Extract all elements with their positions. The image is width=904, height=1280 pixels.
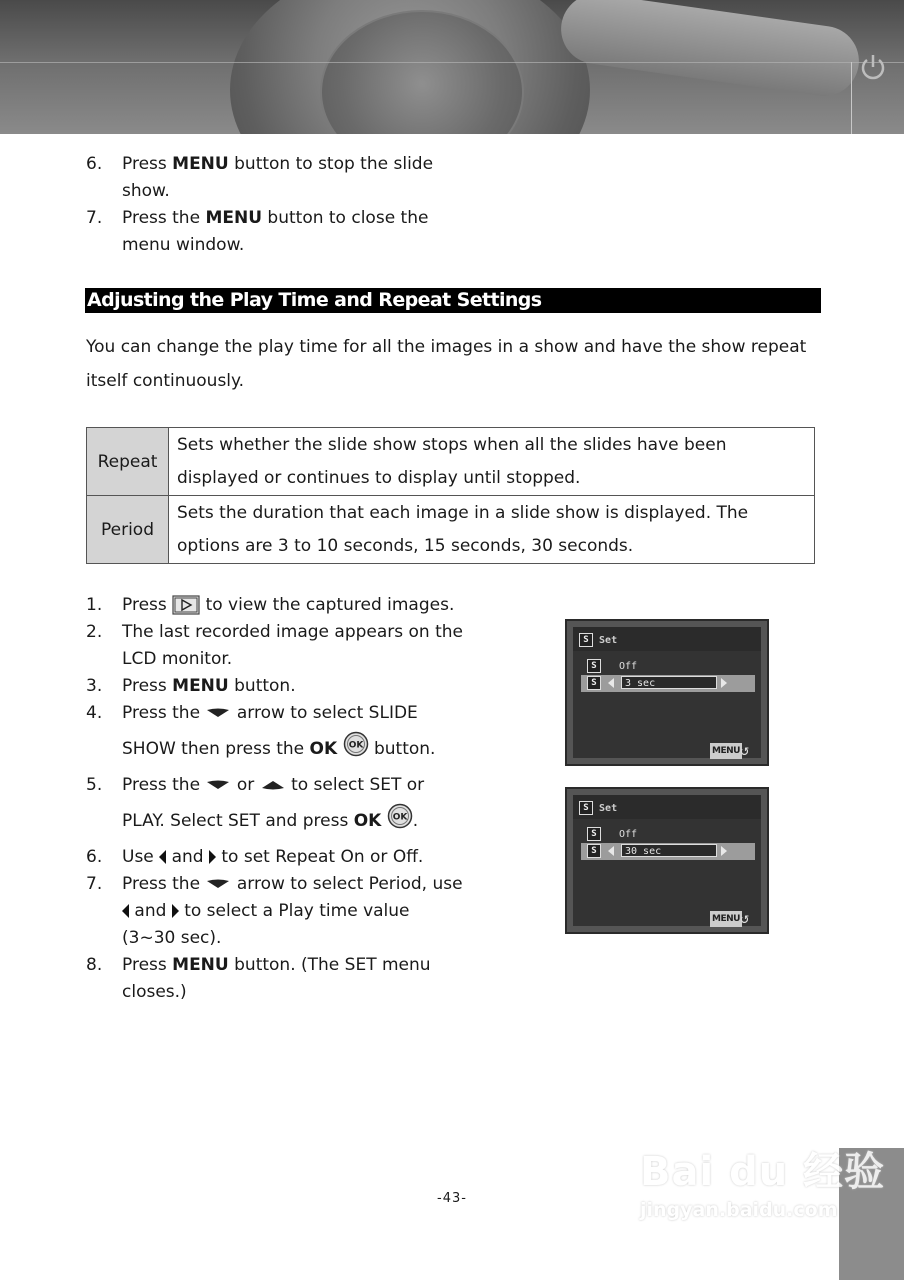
table-row <box>87 428 815 496</box>
menu-button-icon: MENU <box>710 743 742 759</box>
list-item: 7. Press the arrow to select Period, use and to select a Play time value (3~30 sec). <box>86 874 463 948</box>
lcd-panel <box>573 819 761 926</box>
list-item: 5. Press the or to select SET or PLAY. Select SET and press OK OK . <box>86 772 556 844</box>
stop-show-steps <box>86 151 486 259</box>
setting-description: Sets the duration that each image in a slide show is displayed. The options are 3 to 10 seconds, 15 seconds, 30 seconds. <box>169 496 815 564</box>
menu-button-icon: MENU <box>710 911 742 927</box>
left-arrow-icon <box>122 904 129 918</box>
repeat-value: Off <box>619 829 638 840</box>
repeat-icon: S <box>587 659 601 673</box>
lcd-screen <box>565 787 769 934</box>
lcd-inner <box>573 627 761 758</box>
watermark-url: jingyan.baidu.com <box>640 1199 838 1221</box>
lcd-inner <box>573 795 761 926</box>
down-arrow-icon <box>205 878 231 890</box>
left-arrow-icon <box>608 678 614 688</box>
procedure-steps <box>86 592 556 1006</box>
lcd-screen <box>565 619 769 766</box>
back-icon: ↺ <box>740 909 750 927</box>
power-icon <box>858 52 888 82</box>
repeat-icon: S <box>587 827 601 841</box>
step-line: PLAY. Select SET and press OK OK . <box>122 799 556 844</box>
repeat-row <box>581 826 755 843</box>
left-arrow-icon <box>159 850 166 864</box>
play-mode-icon <box>172 595 200 615</box>
settings-table <box>86 427 815 564</box>
banner-divider <box>851 62 852 134</box>
period-icon: S <box>587 844 601 858</box>
left-arrow-icon <box>608 846 614 856</box>
down-arrow-icon <box>205 779 231 791</box>
ok-button-icon <box>343 731 369 757</box>
table-row <box>87 496 815 564</box>
period-value: 30 sec <box>621 844 717 857</box>
list-item: 7. Press the MENU button to close the menu window. <box>86 208 429 255</box>
list-item: 6. Use and to set Repeat On or Off. <box>86 847 424 867</box>
set-icon: S <box>579 801 593 815</box>
repeat-value: Off <box>619 661 638 672</box>
step-line: SHOW then press the OK OK button. <box>122 727 556 772</box>
repeat-row <box>581 658 755 675</box>
setting-description: Sets whether the slide show stops when all the slides have been displayed or continues to display until stopped. <box>169 428 815 496</box>
header-banner <box>0 0 904 134</box>
list-item: 8. Press MENU button. (The SET menu closes.) <box>86 955 431 1002</box>
intro-paragraph: You can change the play time for all the images in a show and have the show repeat itself continuously. <box>86 337 807 391</box>
back-icon: ↺ <box>740 741 750 759</box>
period-icon: S <box>587 676 601 690</box>
ok-button-icon <box>387 803 413 829</box>
lcd-panel <box>573 651 761 758</box>
right-arrow-icon <box>209 850 216 864</box>
lcd-title: S Set <box>579 633 617 647</box>
list-item: 3. Press MENU button. <box>86 676 296 696</box>
setting-name: Period <box>87 496 169 564</box>
right-arrow-icon <box>721 846 727 856</box>
down-arrow-icon <box>205 707 231 719</box>
watermark-main: Bai du 经验 <box>640 1149 886 1195</box>
period-value: 3 sec <box>621 676 717 689</box>
watermark <box>640 1140 885 1221</box>
ok-icon-label: OK <box>392 812 408 823</box>
set-icon: S <box>579 633 593 647</box>
right-arrow-icon <box>172 904 179 918</box>
list-item: 4. Press the arrow to select SLIDE SHOW then press the OK OK button. <box>86 700 556 772</box>
section-title: Adjusting the Play Time and Repeat Settings <box>85 288 821 313</box>
ok-icon-label: OK <box>348 740 363 751</box>
period-row <box>581 675 755 692</box>
camera-grip-graphic <box>557 0 864 101</box>
period-row <box>581 843 755 860</box>
up-arrow-icon <box>260 779 286 791</box>
list-item: 1. Press to view the captured images. <box>86 595 455 615</box>
list-item: 2. The last recorded image appears on the LCD monitor. <box>86 622 464 669</box>
lcd-title: S Set <box>579 801 617 815</box>
page-number: -43- <box>437 1191 467 1206</box>
right-arrow-icon <box>721 678 727 688</box>
list-item: 6. Press MENU button to stop the slide show. <box>86 154 434 201</box>
banner-rule <box>0 62 904 63</box>
setting-name: Repeat <box>87 428 169 496</box>
